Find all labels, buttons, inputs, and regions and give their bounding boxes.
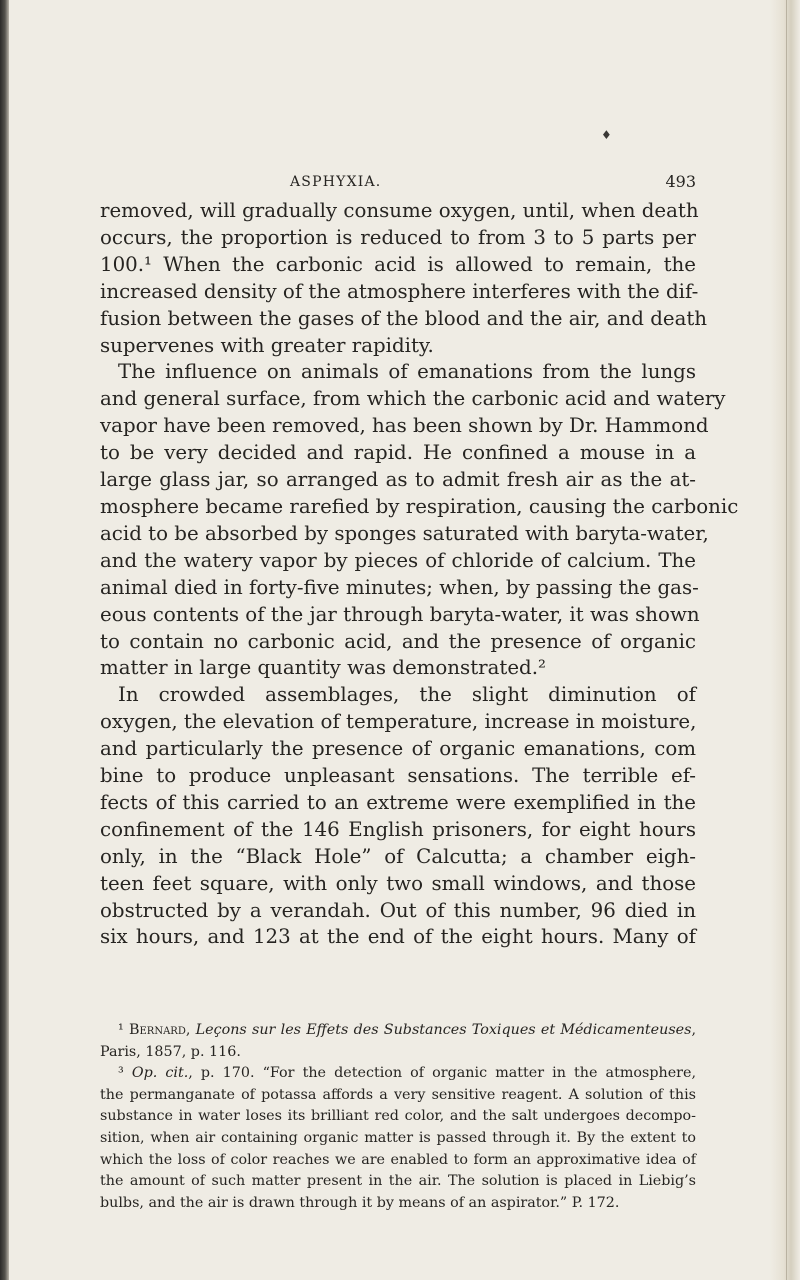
body-line: and general surface, from which the carbonic acid and watery — [100, 387, 726, 411]
body-line: confinement of the 146 English prisoners, for eight hours — [100, 817, 696, 841]
body-line: In crowded assemblages, the slight diminution of — [118, 683, 696, 707]
running-title: ASPHYXIA. — [290, 174, 382, 190]
footnote-work-title: Leçons sur les Effets des Substances Toxiques et Médicamenteuses — [195, 1022, 692, 1038]
footnote-1-line — [100, 1020, 696, 1042]
body-line: only, in the “Black Hole” of Calcutta; a chamber eigh- — [100, 844, 696, 868]
body-line: obstructed by a verandah. Out of this number, 96 died in — [100, 898, 696, 922]
body-line: mosphere became rarefied by respiration, causing the carbonic — [100, 494, 739, 518]
footnote-2-line: which the loss of color reaches we are enabled to form an approximative idea of — [100, 1151, 696, 1168]
body-line: occurs, the proportion is reduced to from 3 to 5 parts per — [100, 225, 696, 249]
body-line: and the watery vapor by pieces of chloride of calcium. The — [100, 548, 696, 572]
body-line: vapor have been removed, has been shown by Dr. Hammond — [100, 414, 709, 438]
body-line: eous contents of the jar through baryta-water, it was shown — [100, 602, 700, 626]
footnote-2-line: substance in water loses its brilliant red color, and the salt undergoes decompo- — [100, 1108, 696, 1125]
footnote-1-line: Paris, 1857, p. 116. — [100, 1043, 241, 1060]
footnote-text: , p. 170. “For the detection of organic matter in the atmosphere, — [188, 1065, 696, 1082]
footnote-marker: ³ — [118, 1065, 124, 1082]
footnote-reference: Op. cit. — [131, 1065, 189, 1082]
body-line: large glass jar, so arranged as to admit fresh air as the at- — [100, 468, 696, 492]
body-line: The influence on animals of emanations from the lungs — [118, 360, 696, 384]
margin-mark: ♦ — [601, 128, 612, 142]
footnote-2-line: the permanganate of potassa affords a very sensitive reagent. A solution of this — [100, 1086, 696, 1103]
page-edge-line — [786, 0, 787, 1280]
body-line: and particularly the presence of organic emanations, com — [100, 737, 696, 761]
body-line: bine to produce unpleasant sensations. The terrible ef- — [100, 764, 696, 788]
footnotes — [100, 1020, 696, 1214]
footnote-separator: , — [185, 1022, 196, 1038]
body-line: teen feet square, with only two small windows, and those — [100, 871, 696, 895]
body-line: matter in large quantity was demonstrated.² — [100, 656, 546, 680]
body-line: acid to be absorbed by sponges saturated with baryta-water, — [100, 521, 709, 545]
running-head — [100, 172, 696, 198]
footnote-2-line — [100, 1063, 696, 1085]
left-binding-shadow — [0, 0, 9, 1280]
body-line: six hours, and 123 at the end of the eight hours. Many of — [100, 925, 696, 949]
body-line: supervenes with greater rapidity. — [100, 333, 434, 357]
footnote-author: Bernard — [128, 1022, 186, 1038]
body-line: animal died in forty-five minutes; when, by passing the gas- — [100, 575, 699, 599]
page-number: 493 — [665, 172, 696, 191]
footnote-separator: , — [691, 1022, 697, 1038]
body-line: to be very decided and rapid. He confined a mouse in a — [100, 441, 696, 465]
footnote-2-line: the amount of such matter present in the air. The solution is placed in Liebig’s — [100, 1173, 696, 1190]
body-line: oxygen, the elevation of temperature, increase in moisture, — [100, 710, 697, 734]
body-line: fusion between the gases of the blood and the air, and death — [100, 306, 708, 330]
body-line: 100.¹ When the carbonic acid is allowed to remain, the — [100, 252, 696, 276]
footnote-marker: ¹ — [118, 1022, 124, 1038]
body-line: to contain no carbonic acid, and the presence of organic — [100, 629, 696, 653]
body-line: increased density of the atmosphere interferes with the dif- — [100, 279, 699, 303]
body-text — [100, 198, 739, 951]
footnote-2-line: bulbs, and the air is drawn through it by means of an aspirator.” P. 172. — [100, 1194, 620, 1211]
body-line: fects of this carried to an extreme were exemplified in the — [100, 790, 696, 814]
body-line: removed, will gradually consume oxygen, until, when death — [100, 199, 699, 222]
right-page-edge — [770, 0, 800, 1280]
footnote-2-line: sition, when air containing organic matter is passed through it. By the extent to — [100, 1129, 696, 1146]
